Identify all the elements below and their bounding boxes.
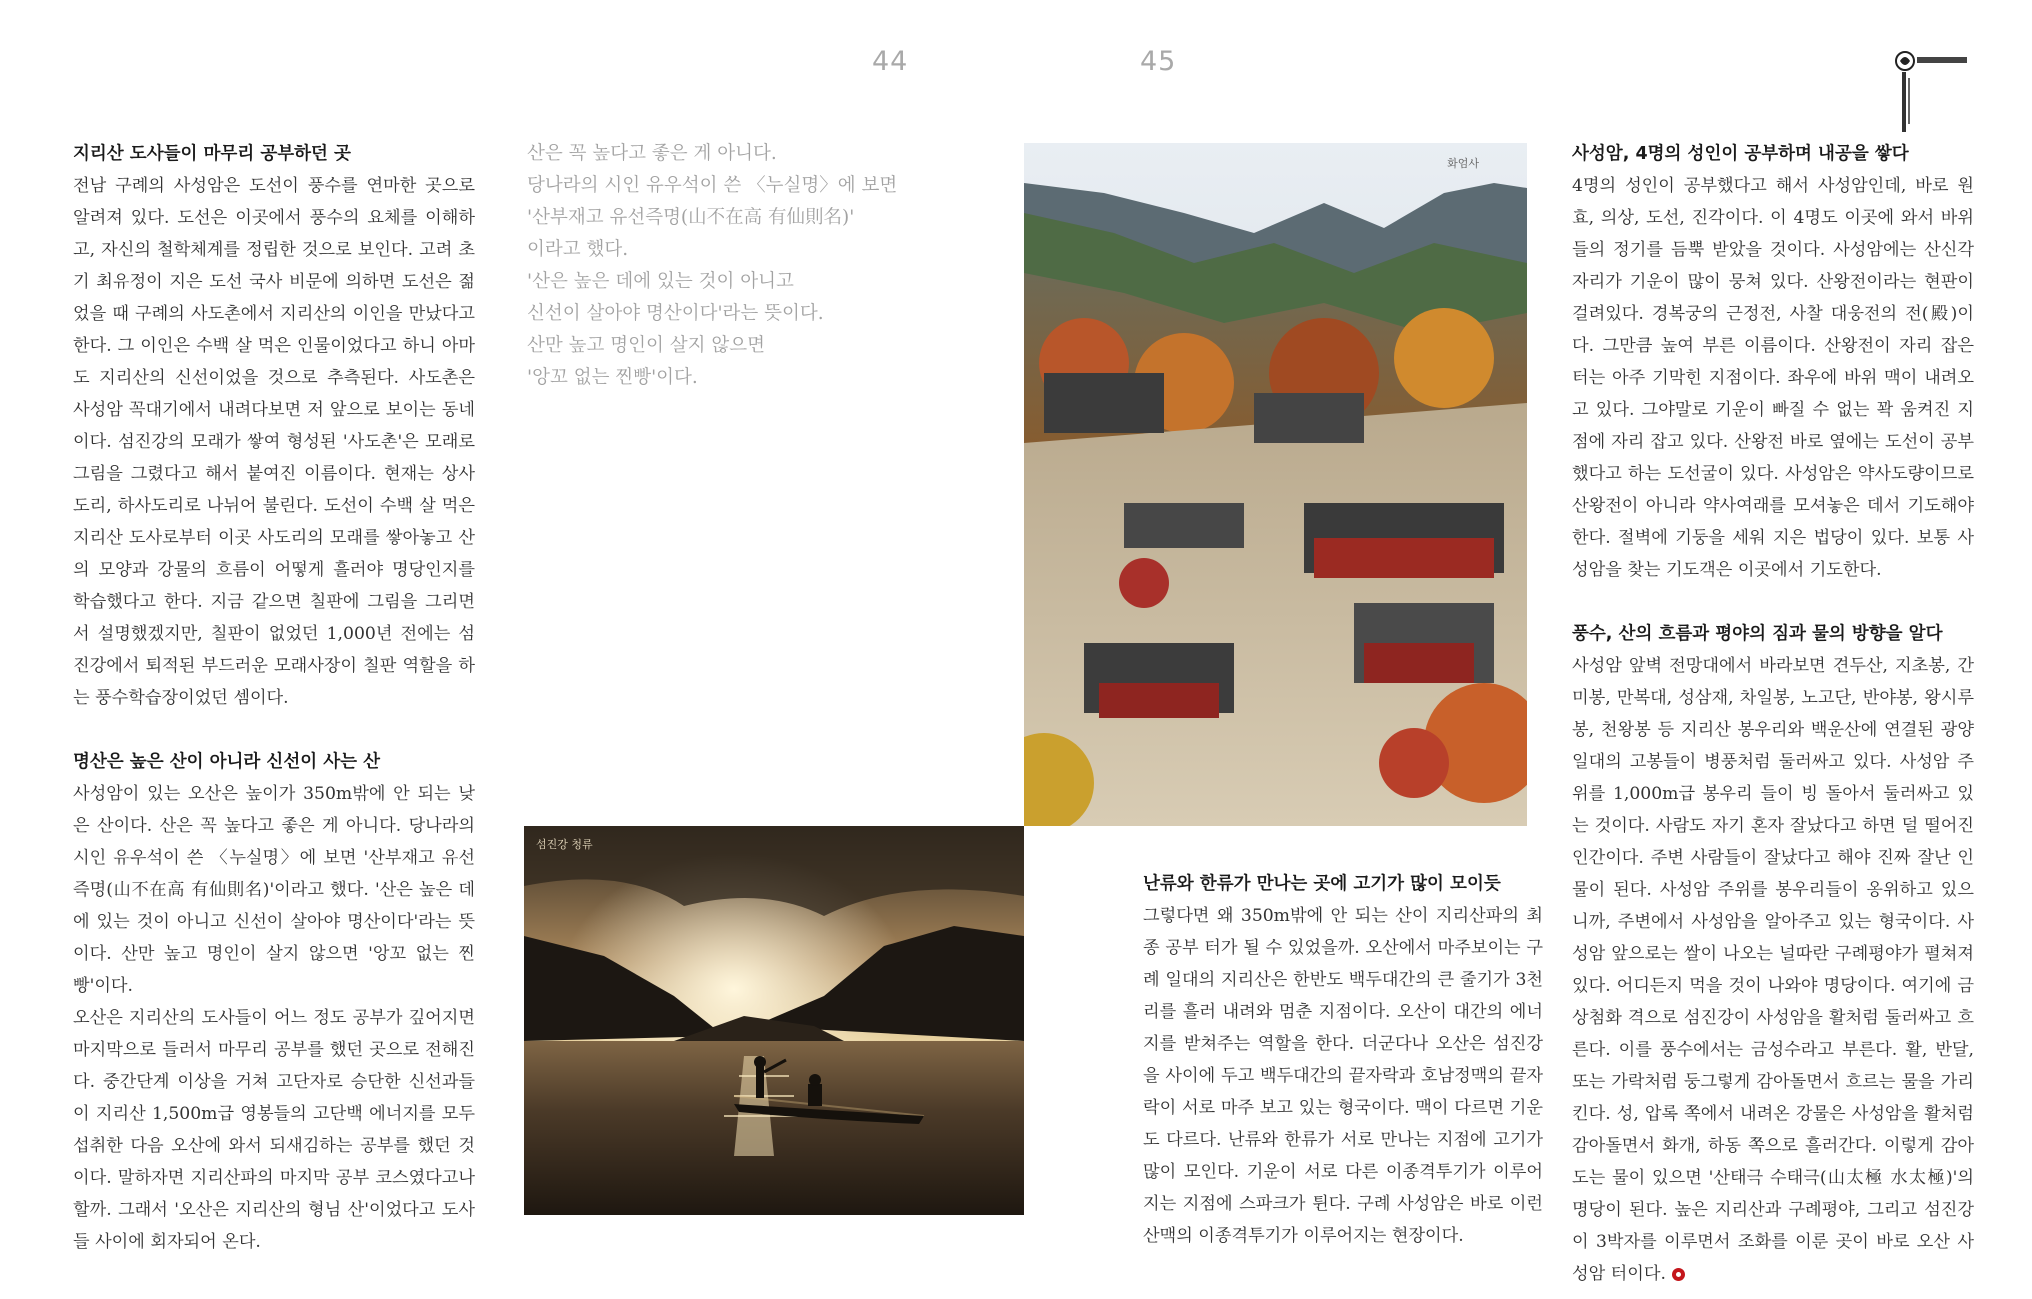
- paragraph-myeongsan-2: 오산은 지리산의 도사들이 어느 정도 공부가 깊어지면 마지막으로 들러서 마무리 공부를 했던 곳으로 전해진다. 중간단계 이상을 거쳐 고단자로 승단한 신선과들이 지리산 1,500m급 영봉들의 고단백 에너지를 모두 섭취한 다음 오산에 와서 되새김하는 공부를 했던 것이다. 말하자면 지리산파의 마지막 공부 코스였다고나 할까. 그래서 '오산은 지리산의 형님 산'이었다고 도사들 사이에 회자되어 온다.: [73, 1008, 475, 1252]
- pull-quote-line: '앙꼬 없는 찐빵'이다.: [527, 367, 698, 388]
- publisher-logo: [1892, 48, 1972, 138]
- pull-quote-line: 산은 꼭 높다고 좋은 게 아니다.: [527, 143, 777, 164]
- page-number-left: 44: [872, 46, 909, 77]
- pull-quote-line: 이라고 했다.: [527, 239, 629, 260]
- section-heading-pungsu: 풍수, 산의 흐름과 평야의 짐과 물의 방향을 알다: [1572, 624, 1943, 644]
- paragraph-saseongam: 4명의 성인이 공부했다고 해서 사성암인데, 바로 원효, 의상, 도선, 진각이다. 이 4명도 이곳에 와서 바위들의 정기를 듬뿍 받았을 것이다. 사성암에는 산신각 자리가 기운이 많이 뭉쳐 있다. 산왕전이라는 현판이 걸려있다. 경복궁의 근정전, 사찰 대웅전의 전(殿)이다. 그만큼 높여 부른 이름이다. 산왕전이 자리 잡은 터는 아주 기막힌 지점이다. 좌우에 바위 맥이 내려오고 있다. 그야말로 기운이 빠질 수 없는 꽉 움켜진 지점에 자리 잡고 있다. 산왕전 바로 옆에는 도선이 공부했다고 하는 도선굴이 있다. 사성암은 약사도량이므로 산왕전이 아니라 약사여래를 모셔놓은 데서 기도해야 한다. 절벽에 기둥을 세워 지은 법당이 있다. 보통 사성암을 찾는 기도객은 이곳에서 기도한다.: [1572, 176, 1974, 580]
- article-end-icon: [1672, 1268, 1685, 1281]
- river-photo: [524, 826, 1024, 1215]
- pull-quote-line: 당나라의 시인 유우석이 쓴 〈누실명〉에 보면: [527, 175, 898, 196]
- river-photo-caption: 섬진강 청류: [536, 838, 593, 851]
- pull-quote-line: '산은 높은 데에 있는 것이 아니고: [527, 271, 794, 292]
- paragraph-pungsu: 사성암 앞벽 전망대에서 바라보면 견두산, 지초봉, 간미봉, 만복대, 성삼재, 차일봉, 노고단, 반야봉, 왕시루봉, 천왕봉 등 지리산 봉우리와 백운산에 연결된 광양 일대의 고봉들이 병풍처럼 둘러싸고 있다. 사성암 주위를 1,000m급 봉우리 들이 빙 돌아서 둘러싸고 있는 것이다. 사람도 자기 혼자 잘났다고 하면 덜 떨어진 인간이다. 주변 사람들이 잘났다고 해야 진짜 잘난 인물이 된다. 사성암 주위를 봉우리들이 옹위하고 있으니까, 주변에서 사성암을 알아주고 있는 형국이다. 사성암 앞으로는 쌀이 나오는 널따란 구례평야가 펼쳐져 있다. 어디든지 먹을 것이 나와야 명당이다. 여기에 금상첨화 격으로 섬진강이 사성암을 활처럼 둘러싸고 흐른다. 이를 풍수에서는 금성수라고 부른다. 활, 반달, 또는 가락처럼 둥그렇게 감아돌면서 흐르는 물을 가리킨다. 성, 압록 쪽에서 내려온 강물은 사성암을 활처럼 감아돌면서 화개, 하동 쪽으로 흘러간다. 이렇게 감아도는 물이 있으면 '산태극 수태극(山太極 水太極)'의 명당이 된다. 높은 지리산과 구례평야, 그리고 섬진강이 3박자를 이루면서 조화를 이룬 곳이 바로 오산 사성암 터이다.: [1572, 656, 1974, 1284]
- pull-quote: [527, 138, 907, 394]
- pull-quote-line: '산부재고 유선즉명(山不在高 有仙則名)': [527, 207, 855, 228]
- column-4: [1572, 138, 1974, 1290]
- section-heading-myeongsan: 명산은 높은 산이 아니라 신선이 사는 산: [73, 752, 381, 772]
- column-1: [73, 138, 475, 1258]
- section-heading-dosa: 지리산 도사들이 마무리 공부하던 곳: [73, 144, 351, 164]
- section-heading-saseongam: 사성암, 4명의 성인이 공부하며 내공을 쌓다: [1572, 144, 1909, 164]
- temple-photo-caption: 화엄사: [1447, 157, 1479, 170]
- column-3: [1143, 868, 1543, 1252]
- paragraph-myeongsan-1: 사성암이 있는 오산은 높이가 350m밖에 안 되는 낮은 산이다. 산은 꼭 높다고 좋은 게 아니다. 당나라의 시인 유우석이 쓴 〈누실명〉에 보면 '산부재고 유선즉명(山不在高 有仙則名)'이라고 했다. '산은 높은 데에 있는 것이 아니고 신선이 살아야 명산이다'라는 뜻이다. 산만 높고 명인이 살지 않으면 '앙꼬 없는 찐빵'이다.: [73, 784, 475, 996]
- section-heading-nanryu: 난류와 한류가 만나는 곳에 고기가 많이 모이듯: [1143, 874, 1501, 894]
- page-number-right: 45: [1140, 46, 1177, 77]
- paragraph-nanryu: 그렇다면 왜 350m밖에 안 되는 산이 지리산파의 최종 공부 터가 될 수 있었을까. 오산에서 마주보이는 구례 일대의 지리산은 한반도 백두대간의 큰 줄기가 3천리를 흘러 내려와 멈춘 지점이다. 오산이 대간의 에너지를 받쳐주는 역할을 한다. 더군다나 오산은 섬진강을 사이에 두고 백두대간의 끝자락과 호남정맥의 끝자락이 서로 마주 보고 있는 형국이다. 맥이 다르면 기운도 다르다. 난류와 한류가 서로 만나는 지점에 고기가 많이 모인다. 기운이 서로 다른 이종격투기가 이루어지는 지점에 스파크가 튄다. 구례 사성암은 바로 이런 산맥의 이종격투기가 이루어지는 현장이다.: [1143, 906, 1543, 1246]
- paragraph-dosa: 전남 구례의 사성암은 도선이 풍수를 연마한 곳으로 알려져 있다. 도선은 이곳에서 풍수의 요체를 이해하고, 자신의 철학체계를 정립한 것으로 보인다. 고려 초기 최유정이 지은 도선 국사 비문에 의하면 도선은 젊었을 때 구례의 사도촌에서 지리산의 이인을 만났다고 한다. 그 이인은 수백 살 먹은 인물이었다고 하니 아마도 지리산의 신선이었을 것으로 추측된다. 사도촌은 사성암 꼭대기에서 내려다보면 저 앞으로 보이는 동네이다. 섬진강의 모래가 쌓여 형성된 '사도촌'은 모래로 그림을 그렸다고 해서 붙여진 이름이다. 현재는 상사도리, 하사도리로 나뉘어 불린다. 도선이 수백 살 먹은 지리산 도사로부터 이곳 사도리의 모래를 쌓아놓고 산의 모양과 강물의 흐름이 어떻게 흘러야 명당인지를 학습했다고 한다. 지금 같으면 칠판에 그림을 그리면서 설명했겠지만, 칠판이 없었던 1,000년 전에는 섬진강에서 퇴적된 부드러운 모래사장이 칠판 역할을 하는 풍수학습장이었던 셈이다.: [73, 176, 475, 708]
- temple-photo: [1024, 143, 1527, 826]
- pull-quote-line: 신선이 살아야 명산이다'라는 뜻이다.: [527, 303, 824, 324]
- pull-quote-line: 산만 높고 명인이 살지 않으면: [527, 335, 765, 356]
